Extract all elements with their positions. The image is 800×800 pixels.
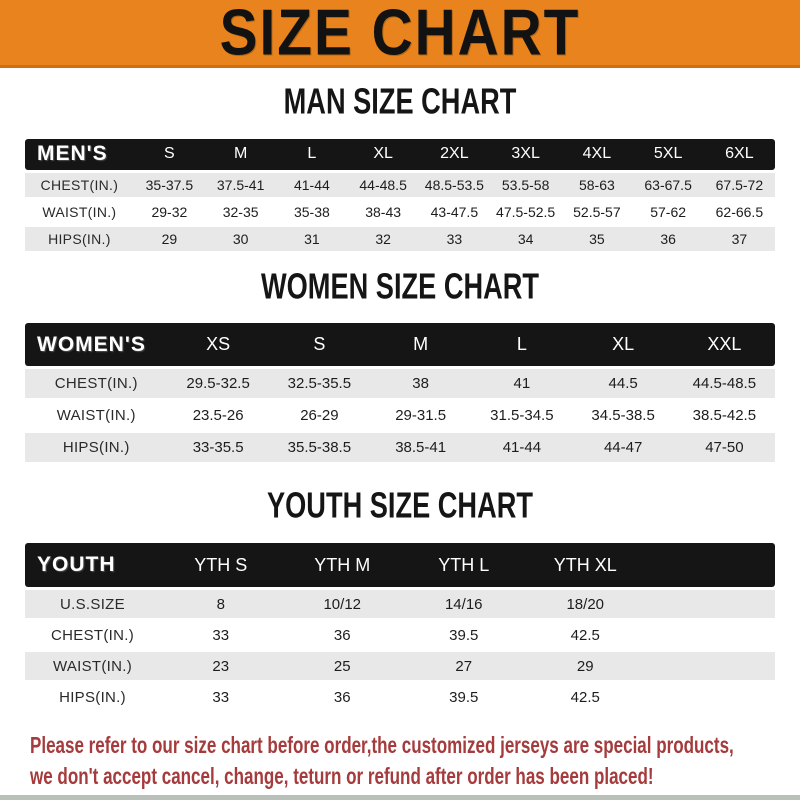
size-value: 29	[134, 227, 205, 251]
size-value: 29-32	[151, 203, 188, 220]
header-spacer	[646, 543, 775, 587]
size-value: 35	[561, 227, 632, 251]
column-header: XXL	[674, 323, 775, 366]
size-value: 63-67.5	[633, 173, 704, 197]
column-header: S	[134, 139, 205, 170]
row-label: WAIST(IN.)	[25, 652, 160, 680]
size-value: 44.5	[573, 369, 674, 398]
section-title-women: WOMEN SIZE CHART	[260, 266, 540, 307]
size-value: 38.5-41	[370, 433, 471, 462]
size-value: 27	[403, 652, 525, 680]
size-section-men	[25, 82, 775, 254]
size-value: 34.5-38.5	[591, 407, 655, 425]
size-value: 30	[205, 227, 276, 251]
section-title-youth: YOUTH SIZE CHART	[267, 486, 533, 527]
column-header: 6XL	[704, 139, 775, 170]
row-label: WAIST(IN.)	[42, 203, 117, 220]
size-table-men	[25, 136, 775, 254]
row-spacer	[646, 590, 775, 618]
column-header: L	[276, 139, 347, 170]
size-value: 31.5-34.5	[490, 407, 554, 425]
size-value: 23.5-26	[192, 407, 244, 425]
size-value: 14/16	[403, 590, 525, 618]
footer-note-line-2: we don't accept cancel, change, teturn or refund after order has been placed!	[30, 763, 654, 790]
size-value: 33	[212, 688, 230, 706]
row-label: HIPS(IN.)	[25, 227, 134, 251]
banner	[0, 0, 800, 68]
table-row	[25, 401, 775, 430]
size-value: 33	[212, 626, 230, 644]
size-value: 39.5	[449, 688, 479, 706]
size-value: 38-43	[365, 203, 402, 220]
size-value: 10/12	[282, 590, 404, 618]
row-label: WAIST(IN.)	[56, 407, 136, 425]
size-value: 32	[348, 227, 419, 251]
size-value: 35-37.5	[134, 173, 205, 197]
row-label: CHEST(IN.)	[25, 369, 168, 398]
size-value: 29.5-32.5	[168, 369, 269, 398]
size-value: 35.5-38.5	[269, 433, 370, 462]
size-value: 8	[160, 590, 282, 618]
corner-label: WOMEN'S	[25, 323, 168, 366]
size-value: 18/20	[525, 590, 647, 618]
table-row	[25, 590, 775, 618]
size-value: 44-47	[573, 433, 674, 462]
row-label: HIPS(IN.)	[59, 688, 126, 706]
size-value: 58-63	[561, 173, 632, 197]
size-value: 38	[370, 369, 471, 398]
size-value: 67.5-72	[704, 173, 775, 197]
column-header: S	[269, 323, 370, 366]
size-value: 39.5	[449, 626, 479, 644]
size-value: 48.5-53.5	[419, 173, 490, 197]
size-value: 26-29	[300, 407, 339, 425]
column-header: L	[471, 323, 572, 366]
column-header: XS	[168, 323, 269, 366]
size-value: 32.5-35.5	[269, 369, 370, 398]
size-value: 29	[525, 652, 647, 680]
row-spacer	[646, 652, 775, 680]
size-value: 32-35	[222, 203, 259, 220]
table-row	[25, 683, 775, 711]
table-row	[25, 200, 775, 224]
column-header: M	[205, 139, 276, 170]
header-row	[25, 543, 775, 587]
row-spacer	[646, 621, 775, 649]
size-value: 44-48.5	[348, 173, 419, 197]
size-value: 52.5-57	[573, 203, 621, 220]
size-value: 57-62	[650, 203, 687, 220]
corner-label: YOUTH	[25, 543, 160, 587]
size-table-youth	[25, 540, 775, 714]
size-value: 41-44	[471, 433, 572, 462]
size-value: 31	[276, 227, 347, 251]
size-value: 53.5-58	[490, 173, 561, 197]
table-row	[25, 173, 775, 197]
size-value: 42.5	[570, 626, 600, 644]
footer-note-line-1: Please refer to our size chart before order,the customized jerseys are special products,	[30, 732, 734, 759]
header-row	[25, 323, 775, 366]
size-value: 37.5-41	[205, 173, 276, 197]
column-header: M	[370, 323, 471, 366]
size-value: 25	[282, 652, 404, 680]
footer-note	[30, 730, 800, 792]
row-label: CHEST(IN.)	[51, 626, 134, 644]
size-value: 43-47.5	[430, 203, 479, 220]
header-row	[25, 139, 775, 170]
size-value: 41	[471, 369, 572, 398]
size-value: 37	[704, 227, 775, 251]
size-value: 36	[333, 626, 351, 644]
column-header: YTH S	[160, 543, 282, 587]
column-header: YTH M	[282, 543, 404, 587]
size-value: 36	[333, 688, 351, 706]
size-value: 47-50	[674, 433, 775, 462]
column-header: XL	[573, 323, 674, 366]
size-value: 29-31.5	[395, 407, 447, 425]
table-row	[25, 369, 775, 398]
size-value: 34	[490, 227, 561, 251]
size-value: 38.5-42.5	[692, 407, 757, 425]
size-section-youth	[25, 486, 775, 714]
size-value: 35-38	[293, 203, 330, 220]
size-section-women	[25, 266, 775, 466]
size-value: 41-44	[276, 173, 347, 197]
size-value: 23	[160, 652, 282, 680]
column-header: 2XL	[419, 139, 490, 170]
size-value: 42.5	[570, 688, 600, 706]
table-row	[25, 621, 775, 649]
sections-root	[0, 82, 800, 714]
size-value: 44.5-48.5	[674, 369, 775, 398]
row-label: CHEST(IN.)	[25, 173, 134, 197]
size-value: 62-66.5	[715, 203, 764, 220]
row-label: HIPS(IN.)	[25, 433, 168, 462]
size-value: 47.5-52.5	[496, 203, 556, 220]
row-spacer	[646, 683, 775, 711]
column-header: YTH L	[403, 543, 525, 587]
column-header: 5XL	[633, 139, 704, 170]
bottom-edge-strip	[0, 795, 800, 800]
table-row	[25, 227, 775, 251]
column-header: 4XL	[561, 139, 632, 170]
size-table-women	[25, 320, 775, 465]
page-title: SIZE CHART	[219, 0, 581, 69]
size-value: 33-35.5	[168, 433, 269, 462]
row-label: U.S.SIZE	[25, 590, 160, 618]
column-header: 3XL	[490, 139, 561, 170]
table-row	[25, 652, 775, 680]
column-header: XL	[348, 139, 419, 170]
corner-label: MEN'S	[25, 139, 134, 170]
section-title-men: MAN SIZE CHART	[283, 82, 517, 122]
column-header: YTH XL	[525, 543, 647, 587]
size-value: 33	[419, 227, 490, 251]
table-row	[25, 433, 775, 462]
size-value: 36	[633, 227, 704, 251]
